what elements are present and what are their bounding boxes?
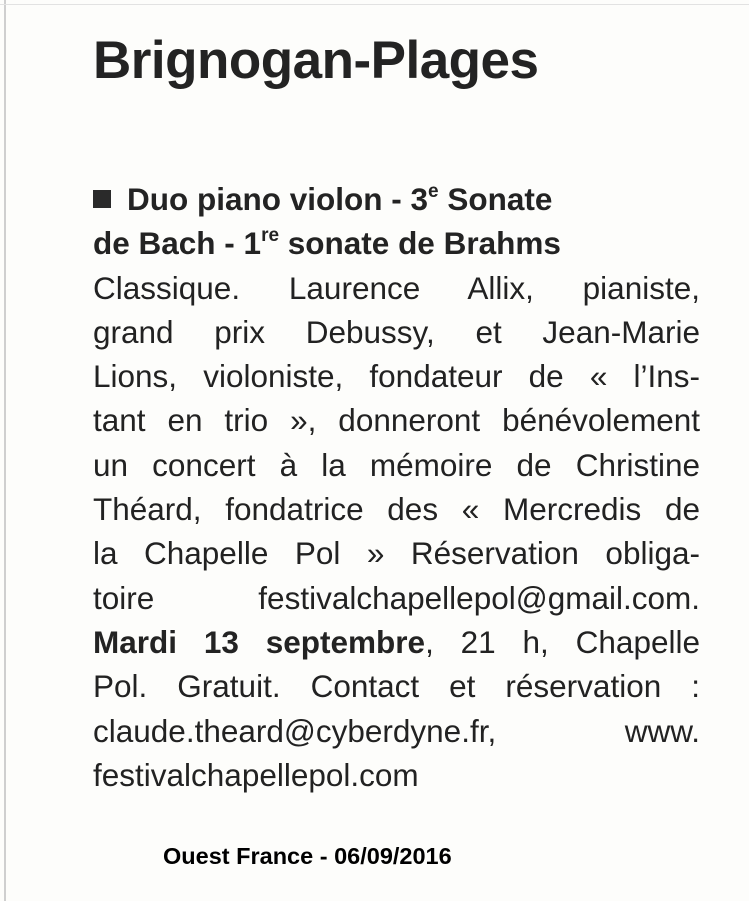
closing-line: Pol. Gratuit. Contact et réservation : bbox=[93, 668, 700, 705]
scan-edge-top bbox=[0, 4, 749, 5]
body-line: Théard, fondatrice des « Mercredis de bbox=[93, 491, 700, 528]
event-date-line bbox=[93, 620, 700, 664]
body-line: la Chapelle Pol » Réservation obliga- bbox=[93, 535, 700, 572]
title-line2-sup: re bbox=[261, 225, 280, 247]
body-line: Classique. Laurence Allix, pianiste, bbox=[93, 269, 700, 306]
title-line1-post: Sonate bbox=[438, 181, 553, 217]
article bbox=[93, 177, 700, 797]
title-line2-pre: de Bach - 1 bbox=[93, 225, 262, 262]
title-line1-sup: e bbox=[428, 181, 439, 202]
website-line: festivalchapellepol.com bbox=[93, 756, 419, 793]
body-line: Lions, violoniste, fondateur de « l’Ins- bbox=[93, 358, 700, 395]
article-title-line-2 bbox=[93, 221, 700, 265]
event-date: Mardi 13 septembre bbox=[93, 623, 426, 660]
body-line-email: toire festivalchapellepol@gmail.com. bbox=[93, 579, 700, 616]
source-caption: Ouest France - 06/09/2016 bbox=[163, 843, 452, 869]
article-title-line-1 bbox=[93, 177, 700, 221]
event-time-place: , 21 h, Chapelle bbox=[425, 623, 700, 660]
contact-email-line: claude.theard@cyberdyne.fr, www. bbox=[93, 712, 700, 749]
scan-edge-left bbox=[4, 0, 6, 901]
body-line: un concert à la mémoire de Christine bbox=[93, 446, 700, 483]
square-bullet-icon bbox=[93, 190, 111, 208]
title-line2-post: sonate de Brahms bbox=[279, 225, 561, 262]
headline: Brignogan-Plages bbox=[93, 31, 539, 90]
body-line: grand prix Debussy, et Jean-Marie bbox=[93, 313, 700, 350]
title-line1-pre: Duo piano violon - 3 bbox=[127, 181, 428, 217]
body-line: tant en trio », donneront bénévolement bbox=[93, 402, 700, 439]
